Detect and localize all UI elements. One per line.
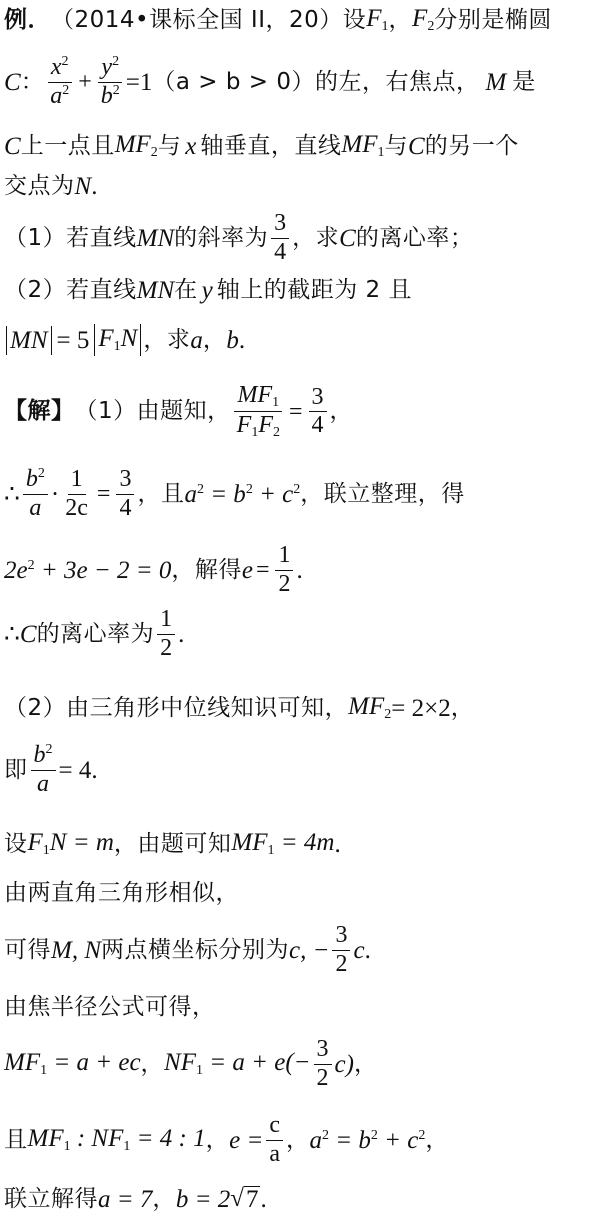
question-1: （1）若直线 MN 的斜率为 $\frac{3}{4}$ ，求 C 的离心率；: [4, 210, 474, 265]
problem-line-3: C 上一点且 $MF_2$ 与 x 轴垂直，直线 $MF_1$ 与 C 的另一个: [4, 131, 519, 160]
solution-line-11: $MF_1 = a$ + ec ， $NF_1 = a + e(-$ $\frac{3}{2}$ c) ，: [4, 1036, 378, 1091]
question-2: （2）若直线 MN 在 y 轴上的截距为 2 且: [4, 277, 413, 304]
solution-line-13: 联立解得 a = 7 ， b = 2 √ 7 .: [4, 1185, 267, 1213]
solution-line-9: 可得 M, N 两点横坐标分别为 c, − $\frac{3}{2}$ c .: [4, 922, 371, 977]
focus-f1: $F_1$: [366, 5, 389, 34]
problem-line-4: 交点为 N .: [4, 173, 98, 200]
ellipse-term-x: $\frac{x^2}{a^2}$: [47, 54, 72, 110]
solution-line-12: 且 $MF_1$ : $NF_1 = 4$ : 1 ， e = $\frac{c}{a}$ ， $a^2 = b^2 + c^2$ ，: [4, 1112, 449, 1167]
ellipse-term-y: $\frac{y^2}{b^2}$: [98, 54, 123, 110]
slope-fraction: $\frac{3}{4}$: [271, 210, 289, 266]
solution-line-4: ∴ C 的离心率为 $\frac{1}{2}$ .: [4, 606, 185, 661]
ellipse-condition: （a > b > 0）: [152, 68, 315, 95]
problem-line-1: 例． （2014•课标全国 II，20）设 $F_1$ ， $F_2$ 分别是椭圆: [4, 5, 552, 34]
problem-source: （2014•课标全国 II，20）设: [51, 6, 367, 33]
solution-line-6: 即 $\frac{b^2}{a}$ = 4 .: [4, 742, 98, 797]
solution-line-5: （2）由三角形中位线知识可知， $MF_2$ = 2×2 ，: [4, 693, 475, 722]
solution-line-10: 由焦半径公式可得，: [4, 994, 216, 1020]
solution-line-2: ∴ $\frac{b^2}{a}$ · $\frac{1}{2c}$ = $\frac{3}{4}$ ，且 $a^2 = b^2 + c^2$ ，联立整理，得: [4, 466, 465, 521]
sqrt-7: √ 7: [230, 1185, 259, 1213]
problem-line-2: C ： $\frac{x^2}{a^2}$ + $\frac{y^2}{b^2}$ =1 （a > b > 0） 的左，右焦点， M 是: [4, 54, 536, 109]
focus-f2: $F_2$: [412, 5, 435, 34]
solution-line-1: 【解】 （1）由题知， $\frac{MF_1}{F_1F_2}$ = $\frac{3}{4}$ ，: [4, 382, 354, 441]
solution-line-3: $2e^2 + 3e - 2 = 0$ ，解得 e = $\frac{1}{2}$ .: [4, 542, 303, 597]
question-2-condition: MN = 5 $F_1N$ ，求 a ， b .: [4, 324, 596, 356]
solution-label: 【解】: [4, 398, 75, 425]
example-label: 例．: [4, 6, 51, 33]
solution-line-7: 设 $F_1N = m$ ，由题可知 $MF_1 = 4m$ .: [4, 829, 341, 858]
solution-line-8: 由两直角三角形相似，: [4, 880, 239, 906]
